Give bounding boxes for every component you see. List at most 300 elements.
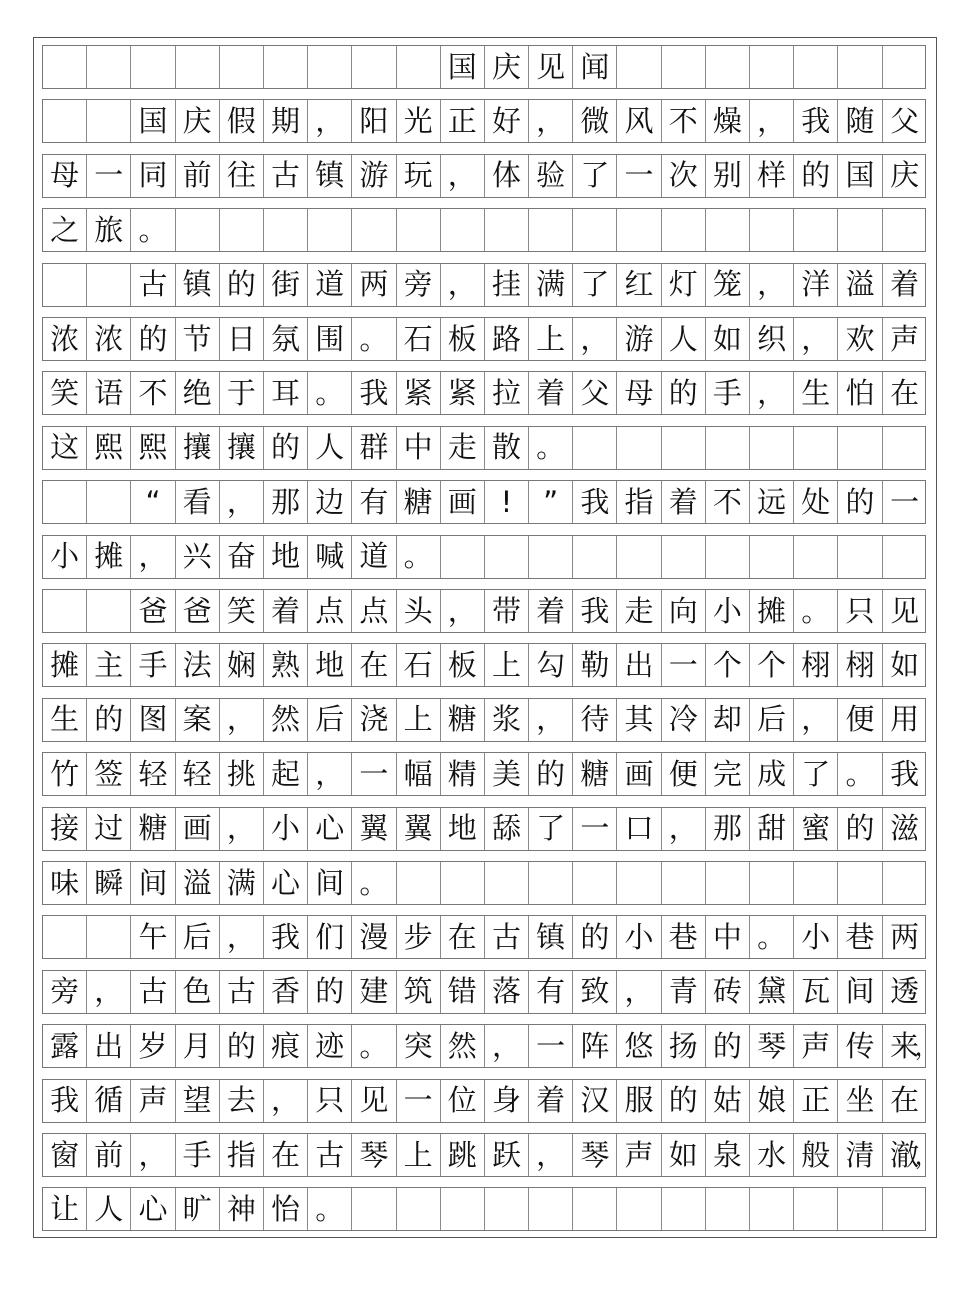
grid-cell: 。 — [308, 1188, 352, 1230]
grid-cell: 过 — [87, 808, 131, 850]
grid-cell — [43, 481, 87, 523]
grid-cell: ， — [794, 699, 838, 741]
grid-cell: 着 — [890, 267, 920, 302]
grid-cell: ， — [750, 264, 794, 306]
grid-cell: 着 — [529, 372, 573, 414]
grid-cell: 满 — [529, 264, 573, 306]
grid-cell — [706, 46, 750, 88]
grid-cell: 迹 — [308, 1025, 352, 1067]
grid-cell: 。 — [794, 590, 838, 632]
grid-cell — [706, 209, 750, 251]
grid-cell: 散 — [485, 427, 529, 469]
grid-cell — [750, 46, 794, 88]
grid-cell: 有 — [352, 481, 396, 523]
grid-cell: 心 — [131, 1188, 175, 1230]
grid-cell — [308, 209, 352, 251]
grid-cell — [441, 1188, 485, 1230]
grid-cell: ” — [529, 481, 573, 523]
grid-cell: ， — [529, 699, 573, 741]
grid-cell — [220, 209, 264, 251]
grid-cell: 浓 — [87, 318, 131, 360]
grid-cell — [617, 536, 661, 578]
grid-cell — [617, 862, 661, 904]
grid-cell: 小 — [706, 590, 750, 632]
grid-cell — [573, 862, 617, 904]
grid-cell: 。 — [352, 318, 396, 360]
grid-cell: 的 — [838, 481, 882, 523]
grid-cell — [617, 209, 661, 251]
grid-cell: 旅 — [87, 209, 131, 251]
grid-cell: 围 — [308, 318, 352, 360]
grid-cell: 坐 — [838, 1080, 882, 1122]
grid-cell: 只 — [308, 1080, 352, 1122]
grid-cell: 不 — [706, 481, 750, 523]
grid-cell: 然 — [441, 1025, 485, 1067]
grid-cell: 庆 — [485, 46, 529, 88]
grid-cell: 地 — [264, 536, 308, 578]
grid-cell: 身 — [485, 1080, 529, 1122]
grid-cell: 庆 — [890, 158, 920, 193]
grid-cell: 向 — [662, 590, 706, 632]
grid-cell: 的 — [838, 808, 882, 850]
grid-cell: 个 — [706, 644, 750, 686]
grid-cell: 熟 — [264, 644, 308, 686]
grid-cell — [485, 209, 529, 251]
grid-cell: 建 — [352, 971, 396, 1013]
grid-cell: ， — [87, 971, 131, 1013]
grid-cell: 服 — [617, 1080, 661, 1122]
grid-cell: 古 — [264, 155, 308, 197]
grid-cell: 幅 — [397, 753, 441, 795]
grid-cell — [43, 46, 87, 88]
grid-cell: 便 — [838, 699, 882, 741]
grid-cell: 的 — [220, 264, 264, 306]
grid-cell: 小 — [264, 808, 308, 850]
grid-cell: 轻 — [176, 753, 220, 795]
grid-cell: 一 — [352, 753, 396, 795]
grid-cell — [352, 1188, 396, 1230]
text-row — [42, 752, 926, 796]
grid-cell: 古 — [308, 1134, 352, 1176]
grid-cell: 起 — [264, 753, 308, 795]
grid-cell: ， — [441, 590, 485, 632]
text-row — [42, 535, 926, 579]
grid-cell — [43, 100, 87, 142]
grid-cell: 着 — [662, 481, 706, 523]
grid-cell — [706, 536, 750, 578]
grid-cell: 让 — [43, 1188, 87, 1230]
grid-cell: 攘 — [220, 427, 264, 469]
grid-cell: 琴 — [750, 1025, 794, 1067]
grid-cell: 瞬 — [87, 862, 131, 904]
grid-cell — [617, 1188, 661, 1230]
grid-cell: 摊 — [750, 590, 794, 632]
grid-cell: 手 — [176, 1134, 220, 1176]
grid-cell: 出 — [617, 644, 661, 686]
grid-cell: 挂 — [485, 264, 529, 306]
grid-cell: 见 — [529, 46, 573, 88]
grid-cell: 这 — [43, 427, 87, 469]
grid-cell: 轻 — [131, 753, 175, 795]
grid-cell: 期 — [264, 100, 308, 142]
grid-cell: ， — [573, 318, 617, 360]
grid-cell: 案 — [176, 699, 220, 741]
grid-cell: 带 — [485, 590, 529, 632]
grid-cell: 的 — [706, 1025, 750, 1067]
grid-cell: ， — [220, 699, 264, 741]
grid-cell: 着 — [529, 590, 573, 632]
grid-cell: 然 — [264, 699, 308, 741]
grid-cell — [750, 536, 794, 578]
grid-cell — [529, 536, 573, 578]
grid-cell: 糖 — [131, 808, 175, 850]
grid-cell: 旁 — [397, 264, 441, 306]
grid-cell: 黛 — [750, 971, 794, 1013]
grid-cell: ， — [441, 155, 485, 197]
grid-cell: 满 — [220, 862, 264, 904]
overflow-punctuation: ， — [914, 1142, 939, 1170]
grid-cell: 红 — [617, 264, 661, 306]
grid-cell: 上 — [397, 1134, 441, 1176]
grid-cell: 光 — [397, 100, 441, 142]
grid-cell: 神 — [220, 1188, 264, 1230]
grid-cell: 一 — [529, 1025, 573, 1067]
grid-cell: 正 — [441, 100, 485, 142]
grid-cell — [883, 209, 927, 251]
grid-cell: 精 — [441, 753, 485, 795]
grid-cell — [838, 209, 882, 251]
grid-cell: 氛 — [264, 318, 308, 360]
grid-cell: ， — [220, 481, 264, 523]
grid-cell: 栩 — [794, 644, 838, 686]
grid-cell: 月 — [176, 1025, 220, 1067]
grid-cell: 糖 — [441, 699, 485, 741]
grid-cell — [485, 1188, 529, 1230]
grid-cell: 两 — [890, 919, 920, 954]
grid-cell: 间 — [131, 862, 175, 904]
grid-cell — [352, 46, 396, 88]
grid-cell: 正 — [794, 1080, 838, 1122]
grid-cell: 在 — [264, 1134, 308, 1176]
grid-cell — [794, 209, 838, 251]
grid-cell: 阵 — [573, 1025, 617, 1067]
grid-cell — [662, 427, 706, 469]
grid-cell — [794, 862, 838, 904]
text-row — [42, 208, 926, 252]
grid-cell: 了 — [573, 155, 617, 197]
grid-cell: 的 — [662, 372, 706, 414]
grid-cell: 不 — [662, 100, 706, 142]
grid-cell — [573, 427, 617, 469]
grid-cell — [883, 1188, 927, 1230]
grid-cell: 出 — [87, 1025, 131, 1067]
grid-cell: 的 — [264, 427, 308, 469]
grid-cell: 的 — [529, 753, 573, 795]
grid-cell: 一 — [573, 808, 617, 850]
grid-cell — [706, 1188, 750, 1230]
grid-cell: 待 — [573, 699, 617, 741]
grid-cell: 微 — [573, 100, 617, 142]
grid-cell — [485, 536, 529, 578]
grid-cell: 摊 — [43, 644, 87, 686]
grid-cell — [662, 209, 706, 251]
grid-cell: 滋 — [890, 811, 920, 846]
grid-cell: 勾 — [529, 644, 573, 686]
grid-cell: “ — [131, 481, 175, 523]
grid-cell: 小 — [617, 916, 661, 958]
grid-cell — [397, 209, 441, 251]
grid-cell: 上 — [529, 318, 573, 360]
grid-cell: 悠 — [617, 1025, 661, 1067]
grid-cell: ， — [220, 808, 264, 850]
grid-cell: 喊 — [308, 536, 352, 578]
grid-cell — [176, 46, 220, 88]
text-row — [42, 589, 926, 633]
grid-cell: 着 — [264, 590, 308, 632]
grid-cell: 手 — [131, 644, 175, 686]
grid-cell: ， — [750, 100, 794, 142]
grid-cell: 一 — [617, 155, 661, 197]
grid-cell: 了 — [529, 808, 573, 850]
grid-cell: 娘 — [750, 1080, 794, 1122]
text-row — [42, 915, 926, 959]
grid-cell: 上 — [485, 644, 529, 686]
grid-cell: 验 — [529, 155, 573, 197]
grid-cell: 次 — [662, 155, 706, 197]
grid-cell: 画 — [176, 808, 220, 850]
grid-cell — [794, 536, 838, 578]
grid-cell: ， — [441, 264, 485, 306]
grid-cell: 好 — [485, 100, 529, 142]
grid-cell — [838, 536, 882, 578]
grid-cell — [662, 1188, 706, 1230]
grid-cell: 石 — [397, 644, 441, 686]
grid-cell: 道 — [352, 536, 396, 578]
grid-cell — [883, 46, 927, 88]
grid-cell — [441, 536, 485, 578]
grid-cell: 姑 — [706, 1080, 750, 1122]
grid-cell — [441, 209, 485, 251]
grid-cell: 我 — [43, 1080, 87, 1122]
grid-cell: 母 — [43, 155, 87, 197]
grid-cell: 笑 — [220, 590, 264, 632]
grid-cell: 。 — [131, 209, 175, 251]
grid-cell: 糖 — [397, 481, 441, 523]
grid-cell: 主 — [87, 644, 131, 686]
grid-cell: 阳 — [352, 100, 396, 142]
grid-cell: 笑 — [43, 372, 87, 414]
grid-cell: 见 — [352, 1080, 396, 1122]
grid-cell: 旷 — [176, 1188, 220, 1230]
grid-cell: 的 — [662, 1080, 706, 1122]
grid-cell: 板 — [441, 318, 485, 360]
grid-cell: ， — [308, 100, 352, 142]
grid-cell: ， — [750, 372, 794, 414]
grid-cell: 指 — [617, 481, 661, 523]
grid-cell: 挑 — [220, 753, 264, 795]
grid-cell: 紧 — [441, 372, 485, 414]
grid-cell: 看 — [176, 481, 220, 523]
grid-cell: 路 — [485, 318, 529, 360]
grid-cell: 巷 — [838, 916, 882, 958]
grid-cell: ， — [662, 808, 706, 850]
grid-cell: 的 — [794, 155, 838, 197]
grid-cell: 琴 — [573, 1134, 617, 1176]
grid-cell: 国 — [131, 100, 175, 142]
grid-cell: 舔 — [485, 808, 529, 850]
grid-cell: 的 — [573, 916, 617, 958]
text-row — [42, 371, 926, 415]
grid-cell: 清 — [838, 1134, 882, 1176]
grid-cell: 成 — [750, 753, 794, 795]
grid-cell: 熙 — [87, 427, 131, 469]
grid-cell: 着 — [529, 1080, 573, 1122]
grid-cell: 栩 — [838, 644, 882, 686]
grid-cell: 瓦 — [794, 971, 838, 1013]
grid-cell: 织 — [750, 318, 794, 360]
text-row — [42, 1079, 926, 1123]
grid-cell: 了 — [573, 264, 617, 306]
grid-cell: 往 — [220, 155, 264, 197]
grid-cell: 在 — [441, 916, 485, 958]
grid-cell: 浓 — [43, 318, 87, 360]
grid-cell: 远 — [750, 481, 794, 523]
grid-cell: 竹 — [43, 753, 87, 795]
grid-cell — [264, 209, 308, 251]
grid-cell: 体 — [485, 155, 529, 197]
grid-cell: 来 ， — [890, 1028, 939, 1063]
text-row — [42, 480, 926, 524]
grid-cell: 糖 — [573, 753, 617, 795]
grid-cell: 午 — [131, 916, 175, 958]
grid-cell: 甜 — [750, 808, 794, 850]
grid-cell — [352, 209, 396, 251]
grid-cell — [838, 1188, 882, 1230]
grid-cell: 在 — [890, 1083, 920, 1118]
grid-cell: 痕 — [264, 1025, 308, 1067]
grid-cell: 翼 — [352, 808, 396, 850]
grid-cell: 有 — [529, 971, 573, 1013]
grid-cell — [397, 862, 441, 904]
grid-cell: 镇 — [308, 155, 352, 197]
grid-cell — [87, 916, 131, 958]
grid-cell: 声 — [794, 1025, 838, 1067]
grid-cell: 点 — [352, 590, 396, 632]
grid-cell: 同 — [131, 155, 175, 197]
grid-cell: 燥 — [706, 100, 750, 142]
grid-cell — [397, 1188, 441, 1230]
grid-cell: 心 — [264, 862, 308, 904]
text-row — [42, 698, 926, 742]
grid-cell — [838, 427, 882, 469]
grid-cell: 。 — [397, 536, 441, 578]
grid-cell: 奋 — [220, 536, 264, 578]
grid-cell: 望 — [176, 1080, 220, 1122]
text-row — [42, 970, 926, 1014]
grid-cell: 我 — [573, 590, 617, 632]
grid-cell: 攘 — [176, 427, 220, 469]
grid-cell: 国 — [441, 46, 485, 88]
grid-cell — [750, 862, 794, 904]
grid-cell — [131, 46, 175, 88]
grid-cell — [264, 46, 308, 88]
grid-cell: 签 — [87, 753, 131, 795]
grid-cell: 拉 — [485, 372, 529, 414]
grid-cell: 样 — [750, 155, 794, 197]
grid-cell: 露 — [43, 1025, 87, 1067]
grid-cell — [794, 46, 838, 88]
grid-cell: 漫 — [352, 916, 396, 958]
grid-cell — [308, 46, 352, 88]
grid-cell — [662, 46, 706, 88]
grid-cell: 便 — [662, 753, 706, 795]
grid-cell: 步 — [397, 916, 441, 958]
grid-cell: 如 — [706, 318, 750, 360]
grid-cell: 生 — [794, 372, 838, 414]
text-row — [42, 99, 926, 143]
grid-cell: 母 — [617, 372, 661, 414]
grid-cell — [176, 209, 220, 251]
grid-cell: 般 — [794, 1134, 838, 1176]
grid-cell: 熙 — [131, 427, 175, 469]
grid-cell: 上 — [397, 699, 441, 741]
grid-cell: 人 — [87, 1188, 131, 1230]
text-row — [42, 861, 926, 905]
grid-cell: 。 — [750, 916, 794, 958]
text-row — [42, 1187, 926, 1231]
grid-cell: 。 — [352, 1025, 396, 1067]
grid-cell: 传 — [838, 1025, 882, 1067]
grid-cell: 边 — [308, 481, 352, 523]
grid-cell: 声 — [131, 1080, 175, 1122]
grid-cell — [573, 536, 617, 578]
grid-cell: 的 — [131, 318, 175, 360]
grid-cell — [220, 46, 264, 88]
grid-cell: 游 — [352, 155, 396, 197]
grid-cell — [838, 46, 882, 88]
grid-cell: 板 — [441, 644, 485, 686]
grid-cell: 的 — [220, 1025, 264, 1067]
grid-cell: 父 — [573, 372, 617, 414]
grid-cell: 前 — [87, 1134, 131, 1176]
grid-cell: 摊 — [87, 536, 131, 578]
grid-cell — [87, 100, 131, 142]
grid-cell: 点 — [308, 590, 352, 632]
grid-cell: 我 — [794, 100, 838, 142]
grid-cell: 石 — [397, 318, 441, 360]
grid-cell — [662, 862, 706, 904]
grid-cell — [662, 536, 706, 578]
grid-cell: 却 — [706, 699, 750, 741]
grid-cell: 古 — [220, 971, 264, 1013]
grid-cell: 去 — [220, 1080, 264, 1122]
grid-cell: 声 — [617, 1134, 661, 1176]
text-row — [42, 317, 926, 361]
grid-cell — [485, 862, 529, 904]
grid-cell: 美 — [485, 753, 529, 795]
grid-cell: 窗 — [43, 1134, 87, 1176]
grid-cell: ， — [794, 318, 838, 360]
grid-cell: 一 — [397, 1080, 441, 1122]
grid-cell: 完 — [706, 753, 750, 795]
grid-cell: 砖 — [706, 971, 750, 1013]
grid-cell: 透 — [890, 974, 920, 1009]
grid-cell: 笼 — [706, 264, 750, 306]
grid-cell: 中 — [706, 916, 750, 958]
grid-cell: 跃 — [485, 1134, 529, 1176]
grid-cell: 假 — [220, 100, 264, 142]
grid-cell: 小 — [794, 916, 838, 958]
